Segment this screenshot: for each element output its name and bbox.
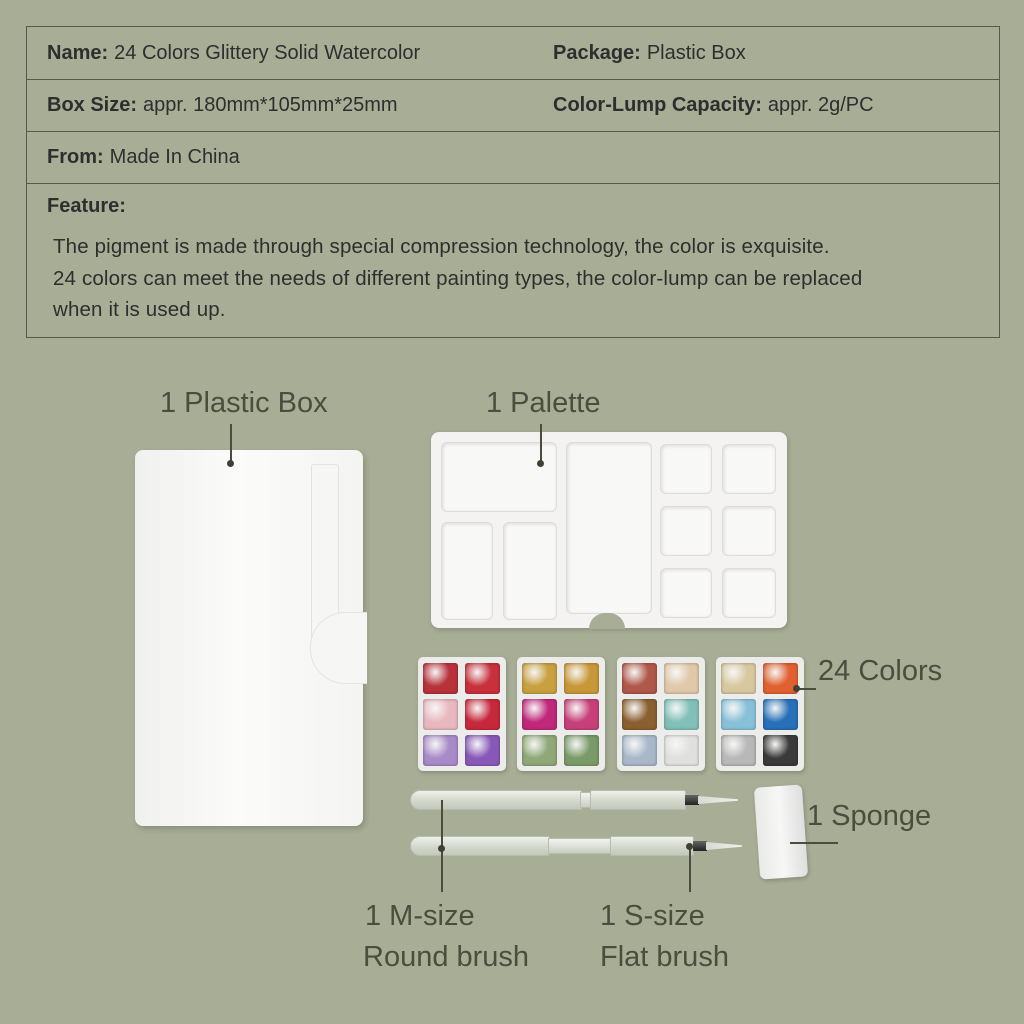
package-label: Package: <box>553 41 641 64</box>
color-pan <box>763 735 798 766</box>
palette-well <box>722 568 776 618</box>
palette-well <box>566 442 652 614</box>
color-tray <box>517 657 605 771</box>
color-tray <box>716 657 804 771</box>
feature-line: when it is used up. <box>53 298 226 321</box>
color-pan <box>564 699 599 730</box>
from-label: From: <box>47 145 104 168</box>
palette-well <box>441 522 493 620</box>
palette-well <box>503 522 557 620</box>
flat-brush-label: Flat brush <box>600 941 729 973</box>
color-pan <box>564 663 599 694</box>
palette-leader <box>540 424 542 464</box>
s-size-label: 1 S-size <box>600 900 705 932</box>
color-pan <box>664 663 699 694</box>
color-pan <box>763 699 798 730</box>
round-brush-label: Round brush <box>363 941 530 973</box>
plastic-box <box>135 450 363 826</box>
palette-well <box>660 444 712 494</box>
color-pan <box>465 735 500 766</box>
palette-well <box>660 568 712 618</box>
plastic-box-leader <box>230 424 232 464</box>
color-pan <box>522 699 557 730</box>
palette-label: 1 Palette <box>486 387 601 419</box>
color-pan <box>522 663 557 694</box>
color-pan <box>622 735 657 766</box>
color-pan <box>622 663 657 694</box>
feature-label: Feature: <box>47 195 126 217</box>
palette-well <box>722 444 776 494</box>
color-pan <box>465 699 500 730</box>
box-size-value: appr. 180mm*105mm*25mm <box>143 93 398 116</box>
package-value: Plastic Box <box>646 41 746 64</box>
m-size-marker <box>438 845 445 852</box>
name-label: Name: <box>47 41 109 64</box>
palette <box>431 432 787 628</box>
color-pan <box>721 735 756 766</box>
color-pan <box>664 735 699 766</box>
capacity-value: appr. 2g/PC <box>767 93 874 116</box>
palette-notch <box>589 613 625 629</box>
color-pan <box>664 699 699 730</box>
color-pan <box>522 735 557 766</box>
sponge-label: 1 Sponge <box>807 800 932 832</box>
feature-section <box>27 183 999 337</box>
color-pan <box>465 663 500 694</box>
spec-table <box>26 26 1000 338</box>
feature-line: The pigment is made through special compression technology, the color is exquisite. <box>53 235 830 258</box>
colors-marker <box>793 685 800 692</box>
box-size-label: Box Size: <box>47 93 138 116</box>
color-pan <box>423 663 458 694</box>
sponge-leader <box>790 842 838 844</box>
s-size-marker <box>686 843 693 850</box>
m-size-round-brush <box>410 790 735 810</box>
sponge <box>754 784 808 879</box>
s-size-leader <box>689 846 691 892</box>
colors-label: 24 Colors <box>818 655 943 687</box>
color-pan <box>423 699 458 730</box>
color-pan <box>721 699 756 730</box>
spec-row-origin <box>27 131 999 184</box>
color-pan <box>721 663 756 694</box>
palette-marker <box>537 460 544 467</box>
color-tray <box>418 657 506 771</box>
palette-well <box>660 506 712 556</box>
spec-row-size <box>27 79 999 132</box>
feature-line: 24 colors can meet the needs of different painting types, the color-lump can be replaced <box>53 267 863 290</box>
plastic-box-marker <box>227 460 234 467</box>
box-latch <box>310 612 367 684</box>
color-pan <box>564 735 599 766</box>
name-value: 24 Colors Glittery Solid Watercolor <box>114 41 421 64</box>
palette-well <box>722 506 776 556</box>
m-size-label: 1 M-size <box>365 900 475 932</box>
color-pan <box>423 735 458 766</box>
color-pan <box>622 699 657 730</box>
capacity-label: Color-Lump Capacity: <box>553 93 762 116</box>
spec-row-name <box>27 27 999 80</box>
plastic-box-label: 1 Plastic Box <box>160 387 328 419</box>
color-tray <box>617 657 705 771</box>
from-value: Made In China <box>109 145 240 168</box>
